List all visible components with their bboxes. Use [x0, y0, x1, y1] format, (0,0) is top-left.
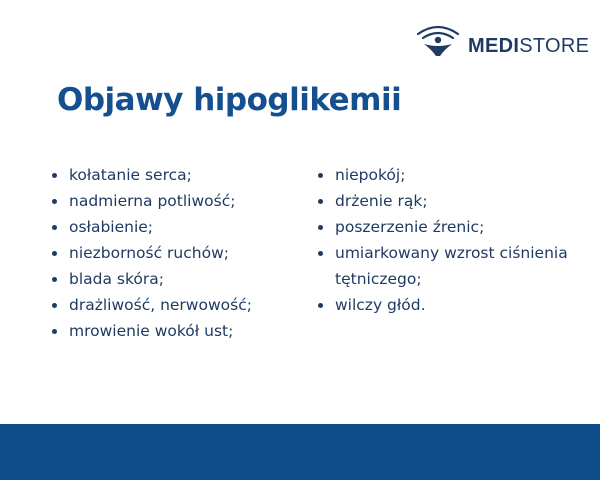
list-item-text: mrowienie wokół ust;	[69, 322, 234, 340]
bullet-icon	[52, 173, 57, 178]
bullet-icon	[52, 303, 57, 308]
medistore-logo	[414, 22, 594, 62]
list-item	[316, 292, 596, 318]
footer-band	[0, 424, 600, 480]
list-item	[50, 240, 300, 266]
list-item-text: umiarkowany wzrost ciśnienia tętniczego;	[335, 244, 568, 288]
list-item-text: osłabienie;	[69, 218, 154, 236]
list-item	[50, 188, 300, 214]
list-item-text: drżenie rąk;	[335, 192, 428, 210]
bullet-icon	[52, 225, 57, 230]
bullet-icon	[52, 251, 57, 256]
list-item	[50, 214, 300, 240]
brand-name-regular: STORE	[519, 35, 590, 57]
list-item-text: niezborność ruchów;	[69, 244, 229, 262]
list-item-text: nadmierna potliwość;	[69, 192, 236, 210]
list-item	[50, 292, 300, 318]
list-item-text: wilczy głód.	[335, 296, 426, 314]
bullet-icon	[52, 329, 57, 334]
list-item-text: kołatanie serca;	[69, 166, 192, 184]
brand-name	[468, 35, 589, 57]
brand-name-bold: MEDI	[468, 35, 520, 57]
bullet-icon	[318, 199, 323, 204]
list-item-text: blada skóra;	[69, 270, 164, 288]
bullet-icon	[52, 277, 57, 282]
bullet-icon	[318, 251, 323, 256]
list-item-text: drażliwość, nerwowość;	[69, 296, 252, 314]
list-item	[50, 162, 300, 188]
list-item	[316, 240, 596, 292]
list-item	[316, 214, 596, 240]
list-item-text: poszerzenie źrenic;	[335, 218, 485, 236]
bullet-icon	[318, 225, 323, 230]
bullet-icon	[318, 303, 323, 308]
symptoms-list-right	[316, 162, 596, 318]
symptoms-list-left	[50, 162, 300, 344]
bullet-icon	[318, 173, 323, 178]
figure-with-arcs-logo-icon	[414, 22, 462, 58]
bullet-icon	[52, 199, 57, 204]
list-item	[50, 318, 300, 344]
page-title: Objawy hipoglikemii	[57, 82, 402, 118]
list-item	[316, 188, 596, 214]
list-item	[50, 266, 300, 292]
list-item-text: niepokój;	[335, 166, 406, 184]
list-item	[316, 162, 596, 188]
